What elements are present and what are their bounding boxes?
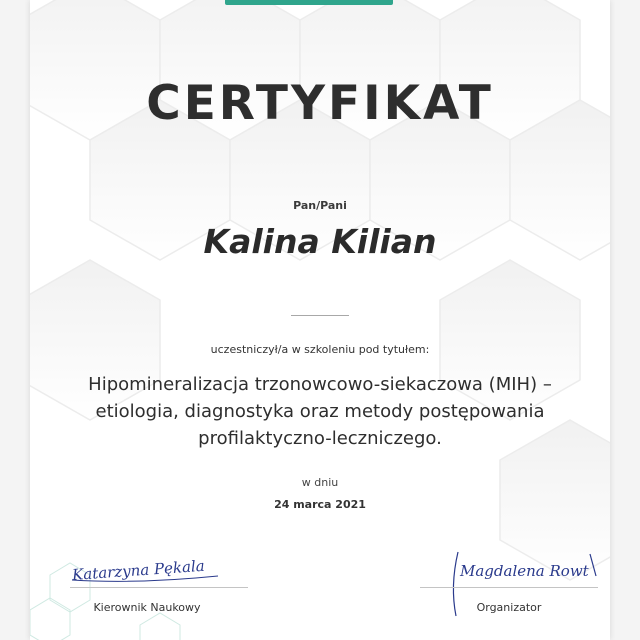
participation-statement: uczestniczył/a w szkoleniu pod tytułem: bbox=[210, 343, 430, 356]
role-scientific-director: Kierownik Naukowy bbox=[93, 601, 201, 614]
svg-text:Katarzyna Pękala: Katarzyna Pękala bbox=[71, 556, 206, 584]
signature-line-right bbox=[420, 587, 598, 588]
date-label: w dniu bbox=[301, 476, 339, 489]
course-date: 24 marca 2021 bbox=[274, 498, 366, 511]
role-organizer: Organizator bbox=[476, 601, 542, 614]
signature-left bbox=[68, 550, 258, 586]
course-title-line: Hipomineralizacja trzonowcowo-siekaczowa (MIH) – bbox=[88, 374, 552, 395]
recipient-name: Kalina Kilian bbox=[203, 222, 437, 261]
course-title bbox=[50, 371, 590, 452]
salutation: Pan/Pani bbox=[293, 199, 347, 212]
certificate-title: CERTYFIKAT bbox=[146, 76, 494, 131]
course-title-line: etiologia, diagnostyka oraz metody postępowania bbox=[95, 401, 545, 422]
course-title-line: profilaktyczno-leczniczego. bbox=[198, 428, 442, 449]
svg-text:Magdalena Rowt: Magdalena Rowt bbox=[460, 562, 589, 580]
divider bbox=[291, 315, 349, 316]
top-accent-bar bbox=[225, 0, 393, 5]
certificate-sheet bbox=[30, 0, 610, 640]
signature-line-left bbox=[70, 587, 248, 588]
